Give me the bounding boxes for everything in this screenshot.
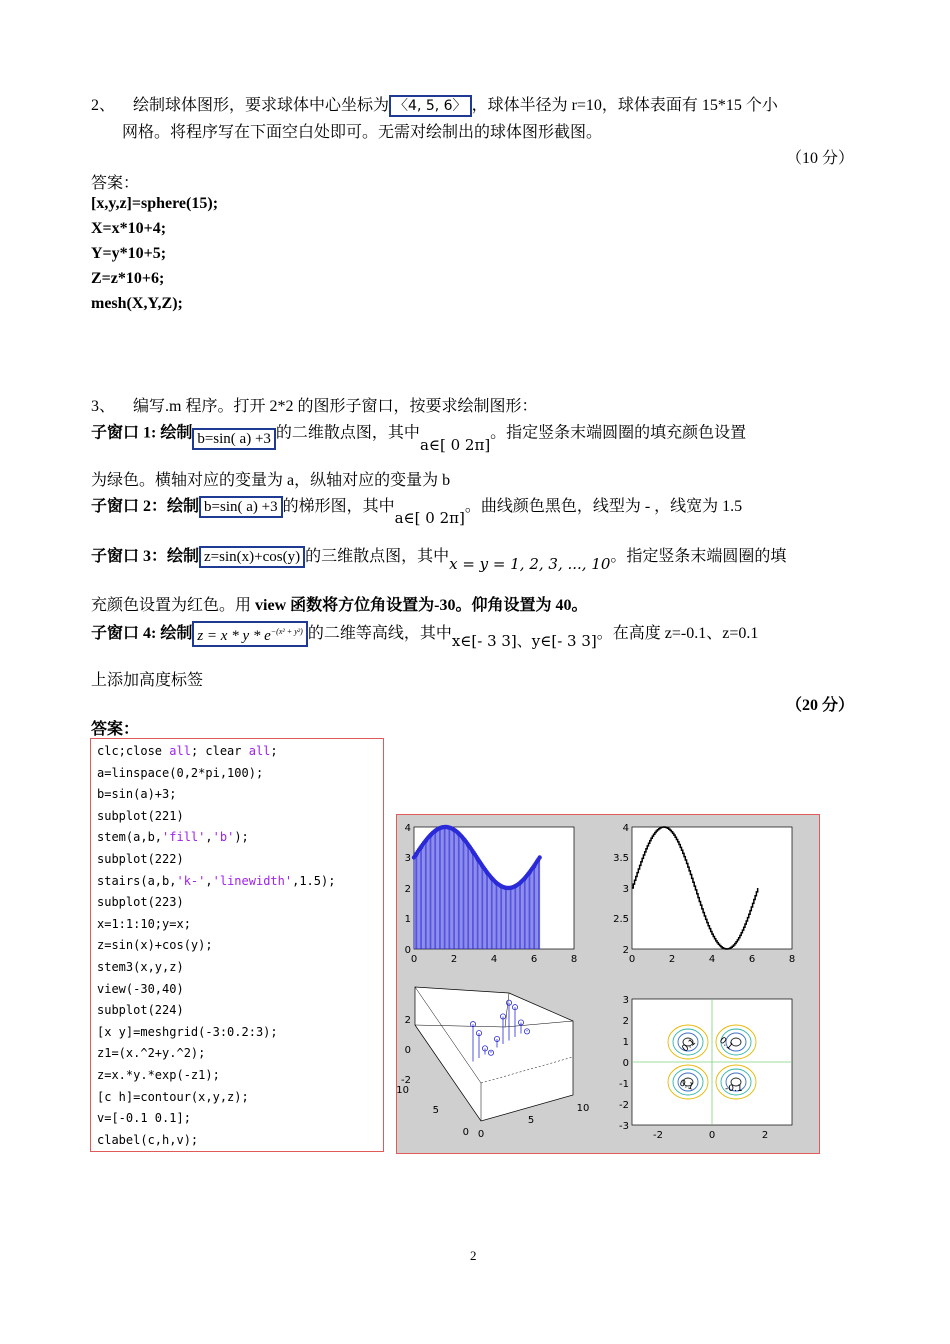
q3-intro-text: 编写.m 程序。打开 2*2 的图形子窗口，按要求绘制图形： (133, 398, 538, 415)
figure-svg (397, 815, 819, 1153)
p4-contour-label: 0.1 (717, 1035, 735, 1053)
p4-contour-label: 0.1 (680, 1037, 698, 1055)
w3-line2-b: view 函数将方位角设置为-30。仰角设置为 40。 (255, 597, 588, 614)
p4-contour-label: 0.1 (677, 1078, 695, 1093)
p2-xtick: 6 (748, 954, 756, 965)
p1-xtick: 8 (570, 954, 578, 965)
code-line: subplot(224) (97, 1003, 184, 1018)
q3-number: 3、 (91, 398, 116, 415)
w3-tail: 。指定竖条末端圆圈的填 (610, 548, 787, 565)
code-line: subplot(221) (97, 808, 184, 823)
code-line: stem(a,b,'fill','b'); (97, 830, 249, 845)
p4-ytick: 1 (622, 1037, 629, 1048)
p3-ytick: 10 (397, 1085, 409, 1096)
w3-range: x = y = 1, 2, 3, ..., 10 (449, 555, 611, 573)
w1-formula-box: b=sin( a) +3 (192, 428, 276, 450)
q2-text-b: ，球体半径为 r=10，球体表面有 15*15 个小 (471, 97, 778, 114)
w2-tail: 。曲线颜色黑色，线型为 - ，线宽为 1.5 (464, 498, 743, 515)
page-number: 2 (470, 1248, 477, 1263)
q3-w4-line (91, 620, 759, 650)
q2-line2: 网格。将程序写在下面空白处即可。无需对绘制出的球体图形截图。 (122, 124, 603, 141)
w4-label: 子窗口 4: 绘制 (91, 625, 193, 642)
q2-text-a: 绘制球体图形，要求球体中心坐标为 (133, 97, 390, 114)
q2-code-4: Z=z*10+6; (91, 270, 165, 287)
q2-answer-label: 答案： (91, 175, 140, 192)
code-line: [c h]=contour(x,y,z); (97, 1089, 249, 1104)
p2-xtick: 0 (628, 954, 636, 965)
p4-ytick: -1 (619, 1079, 629, 1090)
p4-ytick: 0 (622, 1058, 629, 1069)
p1-ytick: 2 (404, 884, 411, 895)
p3-ytick: 0 (462, 1127, 469, 1138)
p2-xtick: 4 (708, 954, 716, 965)
p3-ztick: 0 (404, 1045, 411, 1056)
p1-ytick: 1 (404, 914, 411, 925)
w4-mid: 的二维等高线，其中 (307, 625, 452, 642)
w3-label: 子窗口 3：绘制 (91, 548, 200, 565)
w1-label: 子窗口 1: 绘制 (91, 424, 193, 442)
q2-center-box: 〈4, 5, 6〉 (389, 95, 472, 117)
p3-xtick: 10 (576, 1103, 590, 1114)
q2-number: 2、 (91, 97, 116, 114)
subplot-1 (405, 823, 578, 965)
w3-line2 (91, 592, 587, 615)
p4-ytick: -2 (619, 1100, 629, 1111)
w2-range: a∈[ 0 2π] (394, 509, 465, 527)
w4-range: x∈[- 3 3]、y∈[- 3 3] (451, 632, 597, 650)
p2-ytick: 2.5 (613, 914, 629, 925)
w4-exponent: −(x² + y²) (270, 627, 303, 637)
code-line: b=sin(a)+3; (97, 787, 177, 802)
p3-xtick: 0 (477, 1129, 485, 1140)
w2-mid: 的梯形图，其中 (282, 498, 395, 515)
p1-xtick: 2 (450, 954, 458, 965)
q3-answer-label: 答案： (91, 721, 140, 738)
p4-ytick: 2 (622, 1016, 629, 1027)
matlab-code-box (90, 738, 384, 1152)
code-line: [x y]=meshgrid(-3:0.2:3); (97, 1024, 278, 1039)
q3-score: （20 分） (786, 697, 855, 714)
code-line: subplot(222) (97, 851, 184, 866)
w1-range: a∈[ 0 2π] (419, 435, 491, 454)
p4-xtick: 2 (761, 1130, 769, 1141)
q2-line1 (91, 92, 778, 117)
p1-xtick: 0 (410, 954, 418, 965)
w2-label: 子窗口 2：绘制 (91, 498, 200, 515)
p1-ytick: 0 (404, 945, 411, 956)
p1-xtick: 4 (490, 954, 498, 965)
w1-tail: 。指定竖条末端圆圈的填充颜色设置 (490, 424, 747, 442)
w3-line2-a: 充颜色设置为红色。用 (91, 597, 256, 614)
p3-ztick: -2 (401, 1075, 411, 1086)
q3-w1-line (91, 418, 747, 454)
q3-intro (91, 393, 537, 416)
q3-w3-line (91, 543, 787, 573)
q2-code-5: mesh(X,Y,Z); (91, 295, 183, 312)
w3-formula-box: z=sin(x)+cos(y) (199, 546, 305, 568)
p4-xtick: -2 (653, 1130, 663, 1141)
w4-line2: 上添加高度标签 (91, 672, 204, 689)
w3-mid: 的三维散点图，其中 (305, 548, 450, 565)
p2-ytick: 4 (622, 823, 629, 834)
subplot-4 (619, 995, 792, 1141)
matlab-figure (396, 814, 820, 1154)
p3-ytick: 5 (432, 1105, 439, 1116)
p2-ytick: 3.5 (613, 853, 629, 864)
code-line: x=1:1:10;y=x; (97, 916, 191, 931)
w4-formula: z = x * y * e (197, 628, 271, 645)
p4-contour-label: -0.1 (725, 1084, 743, 1094)
q2-code-2: X=x*10+4; (91, 220, 167, 237)
subplot-3 (397, 987, 589, 1140)
q2-code-3: Y=y*10+5; (91, 245, 167, 262)
p3-ztick: 2 (404, 1015, 411, 1026)
p1-xtick: 6 (530, 954, 538, 965)
w1-mid: 的二维散点图，其中 (275, 424, 420, 442)
code-line: z=sin(x)+cos(y); (97, 938, 213, 953)
p1-stem-marker (537, 855, 541, 859)
code-line: view(-30,40) (97, 981, 184, 996)
w1-line2: 为绿色。横轴对应的变量为 a，纵轴对应的变量为 b (91, 472, 451, 489)
w4-tail: 。在高度 z=-0.1、z=0.1 (596, 625, 759, 642)
code-line: z=x.*y.*exp(-z1); (97, 1067, 220, 1082)
code-line: a=linspace(0,2*pi,100); (97, 765, 264, 780)
p4-ytick: -3 (619, 1121, 629, 1132)
p3-xtick: 5 (527, 1115, 535, 1126)
subplot-2 (613, 823, 795, 965)
code-line: v=[-0.1 0.1]; (97, 1111, 191, 1126)
p4-ytick: 3 (622, 995, 629, 1006)
q3-w2-line (91, 493, 743, 527)
code-line: subplot(223) (97, 895, 184, 910)
w2-formula-box: b=sin( a) +3 (199, 496, 283, 518)
code-line: stem3(x,y,z) (97, 959, 184, 974)
code-line: clc;close all; clear all; (97, 744, 278, 758)
p2-xtick: 8 (788, 954, 796, 965)
code-line: clabel(c,h,v); (97, 1132, 199, 1147)
code-line: stairs(a,b,'k-','linewidth',1.5); (97, 873, 336, 888)
q2-code-1: [x,y,z]=sphere(15); (91, 195, 219, 212)
q2-score: （10 分） (786, 150, 855, 167)
p2-xtick: 2 (668, 954, 676, 965)
p1-ytick: 4 (404, 823, 411, 834)
p1-ytick: 3 (404, 853, 411, 864)
p2-ytick: 2 (622, 945, 629, 956)
p2-ytick: 3 (622, 884, 629, 895)
p4-xtick: 0 (708, 1130, 716, 1141)
code-line: z1=(x.^2+y.^2); (97, 1046, 206, 1061)
w4-formula-box (192, 621, 307, 647)
